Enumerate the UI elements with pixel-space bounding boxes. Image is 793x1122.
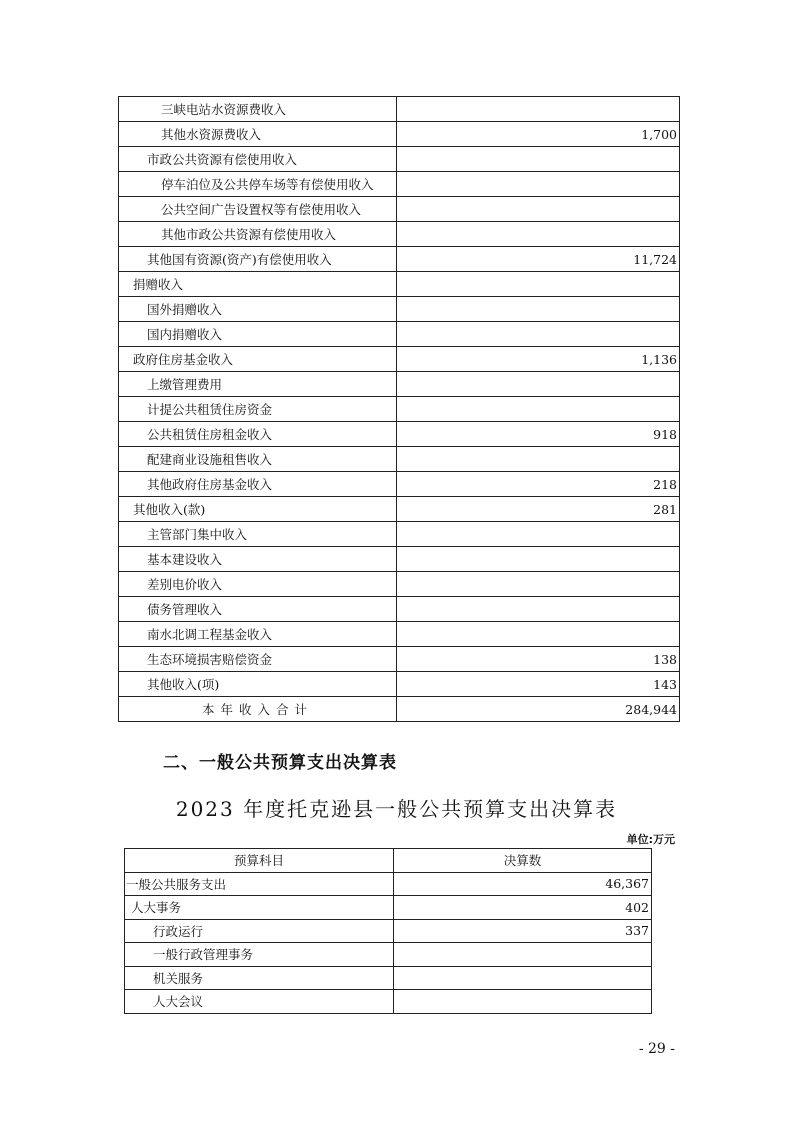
subject-name: 市政公共资源有偿使用收入 <box>119 147 397 172</box>
subject-name: 其他收入(项) <box>119 672 397 697</box>
amount <box>397 572 680 597</box>
subject-name: 国外捐赠收入 <box>119 297 397 322</box>
amount <box>397 222 680 247</box>
amount: 1,700 <box>397 122 680 147</box>
total-label: 本年收入合计 <box>119 697 397 722</box>
subject-name: 债务管理收入 <box>119 597 397 622</box>
table-row <box>119 297 680 322</box>
subject-name: 南水北调工程基金收入 <box>119 622 397 647</box>
subject-name: 三峡电站水资源费收入 <box>119 97 397 122</box>
table-row <box>119 497 680 522</box>
amount <box>394 943 652 967</box>
subject-name: 计提公共租赁住房资金 <box>119 397 397 422</box>
income-table <box>118 96 680 722</box>
table-row <box>119 147 680 172</box>
table-row <box>119 647 680 672</box>
table-row <box>119 122 680 147</box>
subject-name: 一般行政管理事务 <box>125 943 394 967</box>
subject-name: 生态环境损害赔偿资金 <box>119 647 397 672</box>
table-row <box>125 919 652 943</box>
subject-name: 差别电价收入 <box>119 572 397 597</box>
amount <box>397 197 680 222</box>
subject-name: 其他国有资源(资产)有偿使用收入 <box>119 247 397 272</box>
amount <box>397 172 680 197</box>
amount: 918 <box>397 422 680 447</box>
amount <box>394 966 652 990</box>
subject-name: 公共租赁住房租金收入 <box>119 422 397 447</box>
column-header: 决算数 <box>394 849 652 873</box>
amount <box>397 522 680 547</box>
amount <box>397 272 680 297</box>
amount <box>397 297 680 322</box>
table-row <box>119 247 680 272</box>
subject-name: 人大会议 <box>125 990 394 1014</box>
table-row <box>125 966 652 990</box>
amount <box>397 147 680 172</box>
table-row <box>119 572 680 597</box>
table-row <box>119 172 680 197</box>
unit-label: 单位:万元 <box>626 833 675 846</box>
subject-name: 政府住房基金收入 <box>119 347 397 372</box>
subject-name: 上缴管理费用 <box>119 372 397 397</box>
table-row <box>125 990 652 1014</box>
table-row <box>119 622 680 647</box>
table-row <box>125 896 652 920</box>
table-row <box>119 672 680 697</box>
subject-name: 人大事务 <box>125 896 394 920</box>
table-title: 2023 年度托克逊县一般公共预算支出决算表 <box>175 797 618 821</box>
amount: 143 <box>397 672 680 697</box>
subject-name: 一般公共服务支出 <box>125 872 394 896</box>
table-row <box>119 547 680 572</box>
amount <box>394 990 652 1014</box>
table-row <box>119 422 680 447</box>
amount: 218 <box>397 472 680 497</box>
total-amount: 284,944 <box>397 697 680 722</box>
column-header: 预算科目 <box>125 849 394 873</box>
table-row <box>119 197 680 222</box>
table-row <box>119 222 680 247</box>
table-row <box>119 372 680 397</box>
table-header-row <box>125 849 652 873</box>
table-row <box>119 472 680 497</box>
subject-name: 机关服务 <box>125 966 394 990</box>
table-row <box>119 322 680 347</box>
table-row <box>125 872 652 896</box>
table-row <box>119 447 680 472</box>
amount: 46,367 <box>394 872 652 896</box>
subject-name: 其他市政公共资源有偿使用收入 <box>119 222 397 247</box>
amount <box>397 322 680 347</box>
amount: 281 <box>397 497 680 522</box>
total-row <box>119 697 680 722</box>
amount: 337 <box>394 919 652 943</box>
table-row <box>119 272 680 297</box>
subject-name: 捐赠收入 <box>119 272 397 297</box>
subject-name: 配建商业设施租售收入 <box>119 447 397 472</box>
subject-name: 停车泊位及公共停车场等有偿使用收入 <box>119 172 397 197</box>
amount: 138 <box>397 647 680 672</box>
subject-name: 基本建设收入 <box>119 547 397 572</box>
subject-name: 其他政府住房基金收入 <box>119 472 397 497</box>
subject-name: 行政运行 <box>125 919 394 943</box>
amount <box>397 372 680 397</box>
subject-name: 主管部门集中收入 <box>119 522 397 547</box>
amount <box>397 547 680 572</box>
page-number: - 29 - <box>638 1041 675 1057</box>
subject-name: 其他水资源费收入 <box>119 122 397 147</box>
subject-name: 公共空间广告设置权等有偿使用收入 <box>119 197 397 222</box>
subject-name: 其他收入(款) <box>119 497 397 522</box>
table-row <box>119 97 680 122</box>
table-row <box>119 597 680 622</box>
amount <box>397 397 680 422</box>
expenditure-table <box>124 848 652 1014</box>
table-row <box>125 943 652 967</box>
amount <box>397 597 680 622</box>
amount <box>397 447 680 472</box>
subject-name: 国内捐赠收入 <box>119 322 397 347</box>
amount <box>397 97 680 122</box>
amount: 1,136 <box>397 347 680 372</box>
table-row <box>119 347 680 372</box>
amount: 402 <box>394 896 652 920</box>
table-row <box>119 397 680 422</box>
table-row <box>119 522 680 547</box>
amount: 11,724 <box>397 247 680 272</box>
amount <box>397 622 680 647</box>
section-heading: 二、一般公共预算支出决算表 <box>163 753 397 773</box>
